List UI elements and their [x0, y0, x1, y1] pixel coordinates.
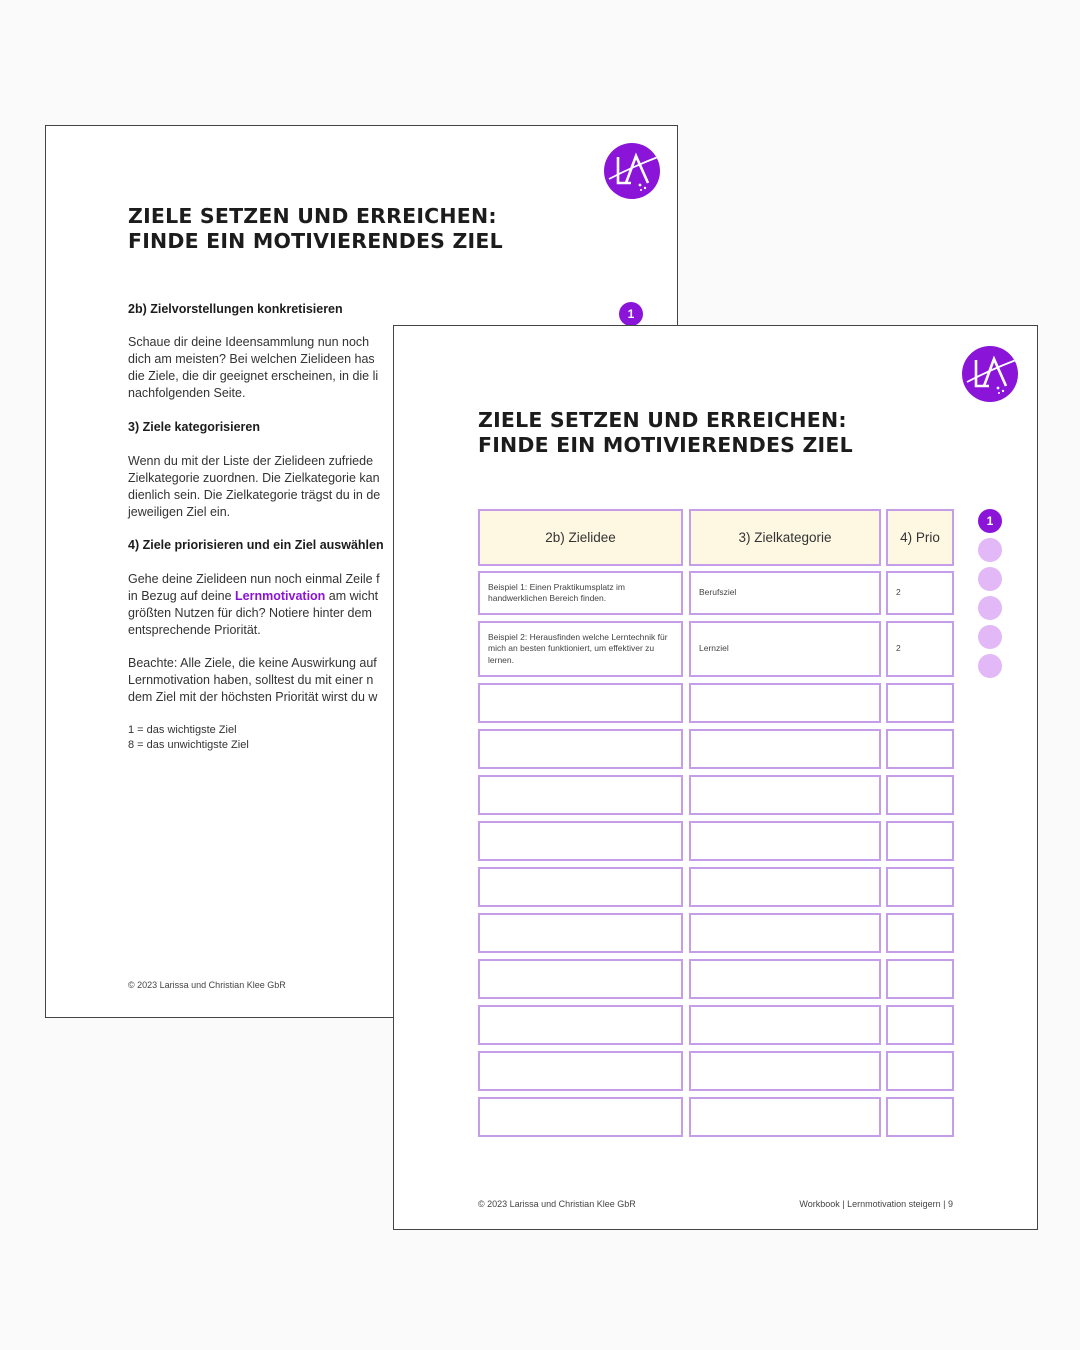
progress-dot [978, 625, 1002, 649]
cell-zielkategorie: Lernziel [689, 621, 881, 677]
cell-zielidee: Beispiel 2: Herausfinden welche Lerntechnik für mich an besten funktioniert, um effektiver zu lernen. [478, 621, 683, 677]
cell-zielkategorie[interactable] [689, 775, 881, 815]
section-4-heading: 4) Ziele priorisieren und ein Ziel auswählen [128, 538, 384, 552]
cell-zielidee[interactable] [478, 683, 683, 723]
cell-prio: 2 [886, 571, 954, 615]
lernmotivation-highlight: Lernmotivation [235, 589, 326, 603]
cell-zielidee[interactable] [478, 729, 683, 769]
section-3-heading: 3) Ziele kategorisieren [128, 420, 261, 434]
title-line-1: ZIELE SETZEN UND ERREICHEN: [478, 408, 847, 432]
page-footer: Workbook | Lernmotivation steigern | 9 [799, 1199, 953, 1209]
cell-zielkategorie[interactable] [689, 1051, 881, 1091]
section-3-text: Wenn du mit der Liste der Zielideen zufriede Zielkategorie zuordnen. Die Zielkategorie kan dienlich sein. Die Zielkategorie trägst du in de jeweiligen Ziel ein. [128, 454, 381, 519]
header-zielkategorie: 3) Zielkategorie [689, 509, 881, 566]
cell-prio: 2 [886, 621, 954, 677]
cell-zielkategorie[interactable] [689, 1097, 881, 1137]
cell-zielkategorie[interactable] [689, 913, 881, 953]
cell-zielidee[interactable] [478, 1051, 683, 1091]
cell-prio[interactable] [886, 867, 954, 907]
title-line-1: ZIELE SETZEN UND ERREICHEN: [128, 204, 497, 228]
title-line-2: FINDE EIN MOTIVIERENDES ZIEL [478, 433, 853, 457]
header-prio: 4) Prio [886, 509, 954, 566]
header-zielidee: 2b) Zielidee [478, 509, 683, 566]
copyright: © 2023 Larissa und Christian Klee GbR [128, 980, 286, 990]
la-logo-icon [604, 143, 660, 199]
cell-prio[interactable] [886, 1051, 954, 1091]
cell-zielkategorie: Berufsziel [689, 571, 881, 615]
cell-prio[interactable] [886, 913, 954, 953]
cell-zielidee[interactable] [478, 1097, 683, 1137]
cell-prio[interactable] [886, 821, 954, 861]
step-badge: 1 [619, 302, 643, 326]
page-title [128, 204, 503, 254]
cell-zielidee[interactable] [478, 1005, 683, 1045]
cell-prio[interactable] [886, 1005, 954, 1045]
page-title [478, 408, 853, 458]
cell-zielkategorie[interactable] [689, 821, 881, 861]
front-page [393, 325, 1038, 1230]
cell-prio[interactable] [886, 959, 954, 999]
cell-zielidee[interactable] [478, 867, 683, 907]
cell-prio[interactable] [886, 683, 954, 723]
progress-dot [978, 538, 1002, 562]
cell-zielkategorie[interactable] [689, 867, 881, 907]
cell-zielkategorie[interactable] [689, 959, 881, 999]
section-2b-text: Schaue dir deine Ideensammlung nun noch dich am meisten? Bei welchen Zielideen has die Ziele, die dir geeignet erscheinen, in die li nachfolgenden Seite. [128, 335, 379, 400]
progress-dot [978, 596, 1002, 620]
cell-zielidee[interactable] [478, 913, 683, 953]
copyright: © 2023 Larissa und Christian Klee GbR [478, 1199, 636, 1209]
la-logo-icon [962, 346, 1018, 402]
priority-legend: 1 = das wichtigste Ziel 8 = das unwichtigste Ziel [128, 724, 249, 751]
progress-dot [978, 567, 1002, 591]
cell-prio[interactable] [886, 729, 954, 769]
section-2b-heading: 2b) Zielvorstellungen konkretisieren [128, 302, 343, 316]
note-text: Beachte: Alle Ziele, die keine Auswirkung auf Lernmotivation haben, solltest du mit einer n dem Ziel mit der höchsten Priorität wirst du w [128, 656, 378, 704]
cell-prio[interactable] [886, 775, 954, 815]
cell-zielidee[interactable] [478, 959, 683, 999]
cell-zielidee: Beispiel 1: Einen Praktikumsplatz im handwerklichen Bereich finden. [478, 571, 683, 615]
cell-zielkategorie[interactable] [689, 683, 881, 723]
title-line-2: FINDE EIN MOTIVIERENDES ZIEL [128, 229, 503, 253]
section-4-text: Gehe deine Zielideen nun noch einmal Zeile f in Bezug auf deine Lernmotivation am wicht größten Nutzen für dich? Notiere hinter dem entsprechende Priorität. [128, 572, 380, 637]
cell-zielidee[interactable] [478, 821, 683, 861]
cell-zielidee[interactable] [478, 775, 683, 815]
cell-zielkategorie[interactable] [689, 1005, 881, 1045]
step-badge: 1 [978, 509, 1002, 533]
progress-dot [978, 654, 1002, 678]
cell-prio[interactable] [886, 1097, 954, 1137]
cell-zielkategorie[interactable] [689, 729, 881, 769]
